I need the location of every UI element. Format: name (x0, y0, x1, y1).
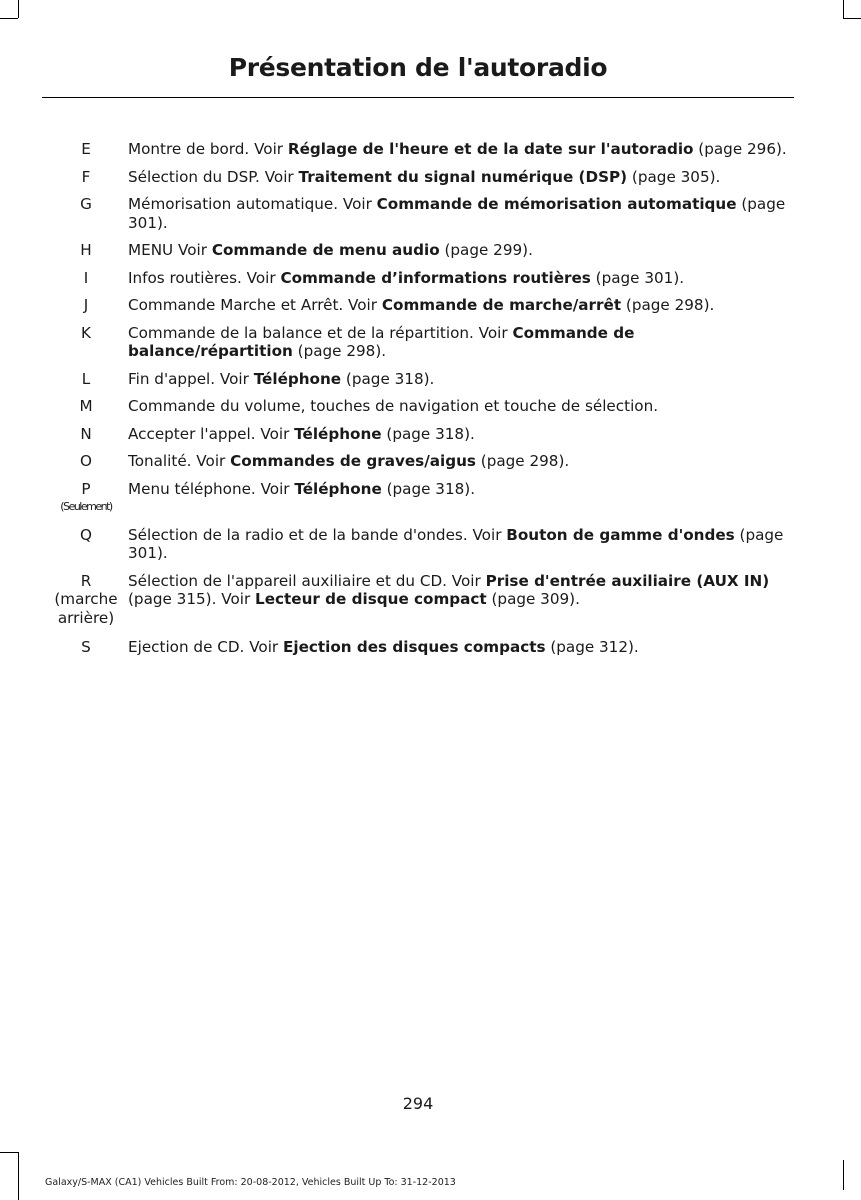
item-key: N (80, 424, 92, 443)
reference-link[interactable]: Réglage de l'heure et de la date sur l'autoradio (287, 140, 694, 158)
item-description: Commande Marche et Arrêt. Voir Commande de marche/arrêt (page 298). (128, 296, 715, 314)
list-item (0, 526, 861, 563)
crop-mark-top-left (0, 18, 18, 19)
item-key: M (79, 397, 93, 415)
item-description: Sélection de la radio et de la bande d'ondes. Voir Bouton de gamme d'ondes (page 301). (128, 525, 784, 562)
reference-link[interactable]: Téléphone (253, 369, 342, 388)
crop-mark-bottom-left-v (18, 1152, 19, 1200)
list-item (0, 370, 861, 389)
item-key: I (83, 268, 89, 287)
reference-link[interactable]: Commande de menu audio (211, 241, 440, 259)
footer-text: Galaxy/S-MAX (CA1) Vehicles Built From: 20-08-2012, Vehicles Built Up To: 31-12-2013 (45, 1177, 456, 1188)
page-title: Présentation de l'autoradio (228, 53, 608, 82)
crop-mark-bottom-left (0, 1152, 18, 1153)
item-key: R (marche arrière) (54, 571, 118, 627)
reference-link[interactable]: Commande de marche/arrêt (381, 296, 622, 314)
item-description: Menu téléphone. Voir Téléphone (page 318). (128, 479, 476, 498)
list-item (0, 195, 861, 232)
item-key: E (81, 140, 91, 158)
list-item (0, 296, 861, 315)
item-description: Commande de la balance et de la répartition. Voir Commande de balance/répartition (page 298). (128, 323, 635, 360)
reference-link[interactable]: Traitement du signal numérique (DSP) (298, 167, 628, 186)
item-description: Tonalité. Voir Commandes de graves/aigus (page 298). (128, 452, 570, 470)
list-item (0, 140, 861, 159)
item-description: Sélection de l'appareil auxiliaire et du CD. Voir Prise d'entrée auxiliaire (AUX IN) (page 315). Voir Lecteur de disque compact (page 309). (128, 571, 770, 608)
item-description: Ejection de CD. Voir Ejection des disques compacts (page 312). (128, 637, 639, 656)
item-key: O (80, 452, 92, 470)
crop-mark-bottom-right-v (843, 1160, 844, 1190)
list-item (0, 452, 861, 471)
list-item (0, 572, 861, 629)
item-key: Q (80, 525, 92, 544)
list-item (0, 168, 861, 187)
page-number: 294 (402, 1094, 434, 1113)
item-key: J (83, 296, 89, 314)
reference-link[interactable]: Commande de balance/répartition (128, 323, 635, 360)
reference-link[interactable]: Commandes de graves/aigus (230, 452, 476, 470)
list-item (0, 638, 861, 657)
item-description: Mémorisation automatique. Voir Commande de mémorisation automatique (page 301). (128, 195, 786, 232)
list-item (0, 425, 861, 444)
list-item (0, 269, 861, 288)
item-description: Infos routières. Voir Commande d’informations routières (page 301). (128, 268, 685, 287)
item-key: L (81, 369, 91, 388)
crop-mark-top-left-v (18, 0, 19, 18)
list-item (0, 241, 861, 260)
crop-mark-top-right (843, 18, 861, 19)
item-key: F (81, 167, 91, 186)
item-key: G (80, 195, 92, 213)
reference-link[interactable]: Commande de mémorisation automatique (376, 195, 737, 213)
item-description: Commande du volume, touches de navigation et touche de sélection. (128, 397, 659, 415)
reference-link[interactable]: Bouton de gamme d'ondes (506, 525, 735, 544)
reference-link[interactable]: Téléphone (294, 479, 382, 498)
reference-link[interactable]: Ejection des disques compacts (283, 637, 546, 656)
crop-mark-top-right-v (843, 0, 844, 18)
reference-link[interactable]: Téléphone (294, 424, 382, 443)
item-description: Accepter l'appel. Voir Téléphone (page 318). (128, 424, 475, 443)
item-description: Fin d'appel. Voir Téléphone (page 318). (128, 369, 435, 388)
list-item (0, 480, 861, 518)
item-description: MENU Voir Commande de menu audio (page 299). (128, 241, 533, 259)
item-key: H (80, 241, 92, 259)
item-key: S (81, 637, 91, 656)
reference-link[interactable]: Prise d'entrée auxiliaire (AUX IN) (485, 571, 770, 590)
reference-link[interactable]: Commande d’informations routières (280, 268, 591, 287)
legend-list (0, 140, 861, 665)
title-rule (42, 97, 794, 98)
item-description: Sélection du DSP. Voir Traitement du signal numérique (DSP) (page 305). (128, 167, 721, 186)
item-key: P (Seulement) (60, 479, 112, 513)
list-item (0, 324, 861, 361)
reference-link[interactable]: Lecteur de disque compact (255, 590, 487, 608)
item-description: Montre de bord. Voir Réglage de l'heure et de la date sur l'autoradio (page 296). (128, 140, 787, 158)
list-item (0, 397, 861, 416)
item-key: K (81, 323, 91, 342)
